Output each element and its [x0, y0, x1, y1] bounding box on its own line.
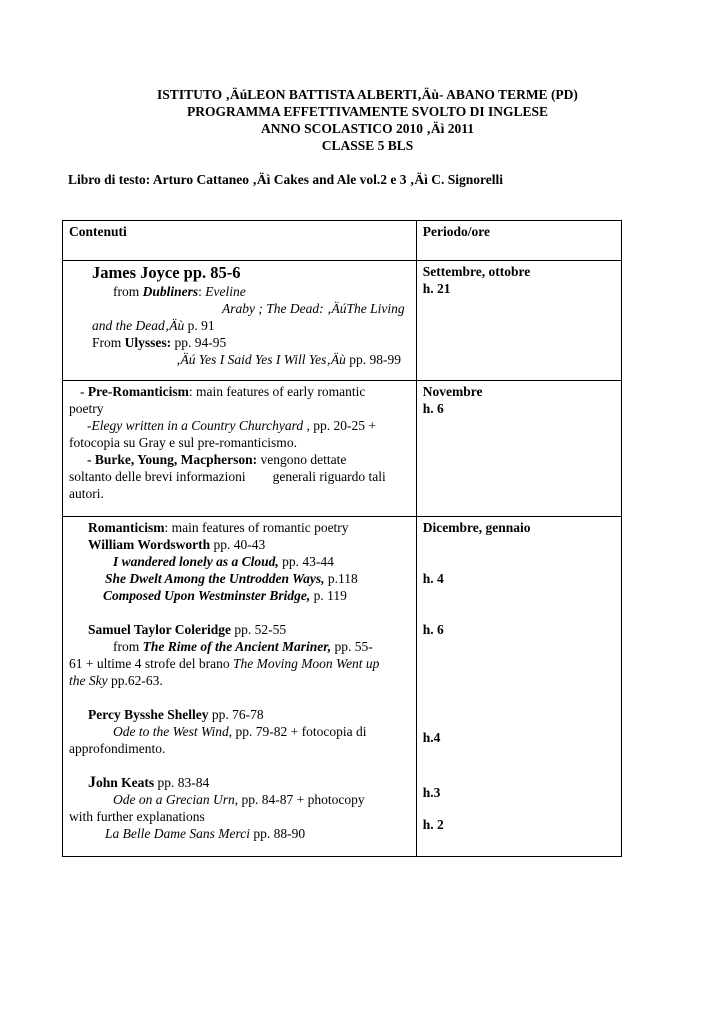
rom-hours-coleridge: h. 6 [422, 622, 444, 637]
joyce-period-cell [416, 261, 621, 381]
rom-shelley: Percy Bysshe Shelley pp. 76-78 [88, 707, 264, 722]
program-title: PROGRAMMA EFFETTIVAMENTE SVOLTO DI INGLESE [186, 104, 549, 119]
period-header: Periodo/ore [422, 224, 490, 239]
rom-ode-wind: Ode to the West Wind, pp. 79-82 + fotocopia di [113, 724, 367, 739]
rom-hours-keats-urn: h.3 [422, 785, 441, 800]
contents-header: Contenuti [69, 224, 127, 239]
rom-urn: Ode on a Grecian Urn, pp. 84-87 + photocopy [113, 792, 365, 807]
prerom-period: Novembre [422, 384, 483, 399]
prerom-soltanto: soltanto delle brevi informazioni generali riguardo tali [69, 469, 386, 484]
rom-hours-wordsworth: h. 4 [422, 571, 444, 586]
rom-composed: Composed Upon Westminster Bridge, p. 119 [103, 588, 347, 603]
rom-hours-shelley: h.4 [422, 730, 441, 745]
prerom-fotocopia: fotocopia su Gray e sul pre-romanticismo. [69, 435, 297, 450]
rom-sky: the Sky pp.62-63. [69, 673, 163, 688]
rom-period-cell [416, 517, 621, 857]
prerom-poetry: poetry [69, 401, 104, 416]
period-header-cell [416, 221, 621, 261]
joyce-dead: and the Dead‚Äù p. 91 [92, 318, 215, 333]
textbook-line: Libro di testo: Arturo Cattaneo ‚Äì Cakes and Ale vol.2 e 3 ‚Äì C. Signorelli [68, 172, 503, 187]
rom-cloud: I wandered lonely as a Cloud, pp. 43-44 [113, 554, 334, 569]
rom-coleridge: Samuel Taylor Coleridge pp. 52-55 [88, 622, 287, 637]
rom-dwelt: She Dwelt Among the Untrodden Ways, p.118 [105, 571, 358, 586]
prerom-autori: autori. [69, 486, 104, 501]
rom-title: Romanticism: main features of romantic poetry [88, 520, 349, 535]
joyce-araby: Araby ; The Dead: ‚ÄúThe Living [222, 301, 405, 316]
joyce-ulysses: From Ulysses: pp. 94-95 [92, 335, 227, 350]
prerom-content-cell [63, 381, 417, 517]
joyce-content-cell [63, 261, 417, 381]
joyce-hours: h. 21 [422, 281, 451, 296]
rom-keats: John Keats pp. 83-84 [88, 774, 210, 791]
rom-hours-keats-belle: h. 2 [422, 817, 444, 832]
table-row [63, 381, 622, 517]
table-header-row [63, 221, 622, 261]
table-row [63, 261, 622, 381]
rom-period: Dicembre, gennaio [422, 520, 531, 535]
class-name: CLASSE 5 BLS [321, 138, 414, 153]
rom-approf: approfondimento. [69, 741, 166, 756]
document-header [0, 86, 725, 154]
prerom-elegy: -Elegy written in a Country Churchyard , pp. 20-25 + [87, 418, 376, 433]
prerom-period-cell [416, 381, 621, 517]
rom-rime-cont: 61 + ultime 4 strofe del brano The Moving Moon Went up [69, 656, 380, 671]
joyce-title: James Joyce pp. 85-6 [92, 263, 241, 282]
rom-expl: with further explanations [69, 809, 205, 824]
program-table [62, 220, 622, 857]
joyce-period: Settembre, ottobre [422, 264, 531, 279]
joyce-dubliners: from Dubliners: Eveline [113, 284, 246, 299]
prerom-hours: h. 6 [422, 401, 444, 416]
prerom-title: - Pre-Romanticism: main features of early romantic [80, 384, 366, 399]
table-row [63, 517, 622, 857]
rom-rime: from The Rime of the Ancient Mariner, pp. 55- [113, 639, 373, 654]
prerom-burke: - Burke, Young, Macpherson: vengono dettate [87, 452, 347, 467]
school-name: ISTITUTO ‚ÄúLEON BATTISTA ALBERTI‚Äù- ABANO TERME (PD) [157, 87, 578, 102]
joyce-yes: ‚Äú Yes I Said Yes I Will Yes‚Äù pp. 98-99 [176, 352, 402, 367]
rom-wordsworth: William Wordsworth pp. 40-43 [88, 537, 266, 552]
rom-content-cell [63, 517, 417, 857]
contents-header-cell [63, 221, 417, 261]
rom-belle: La Belle Dame Sans Merci pp. 88-90 [105, 826, 306, 841]
school-year: ANNO SCOLASTICO 2010 ‚Äì 2011 [260, 121, 475, 136]
